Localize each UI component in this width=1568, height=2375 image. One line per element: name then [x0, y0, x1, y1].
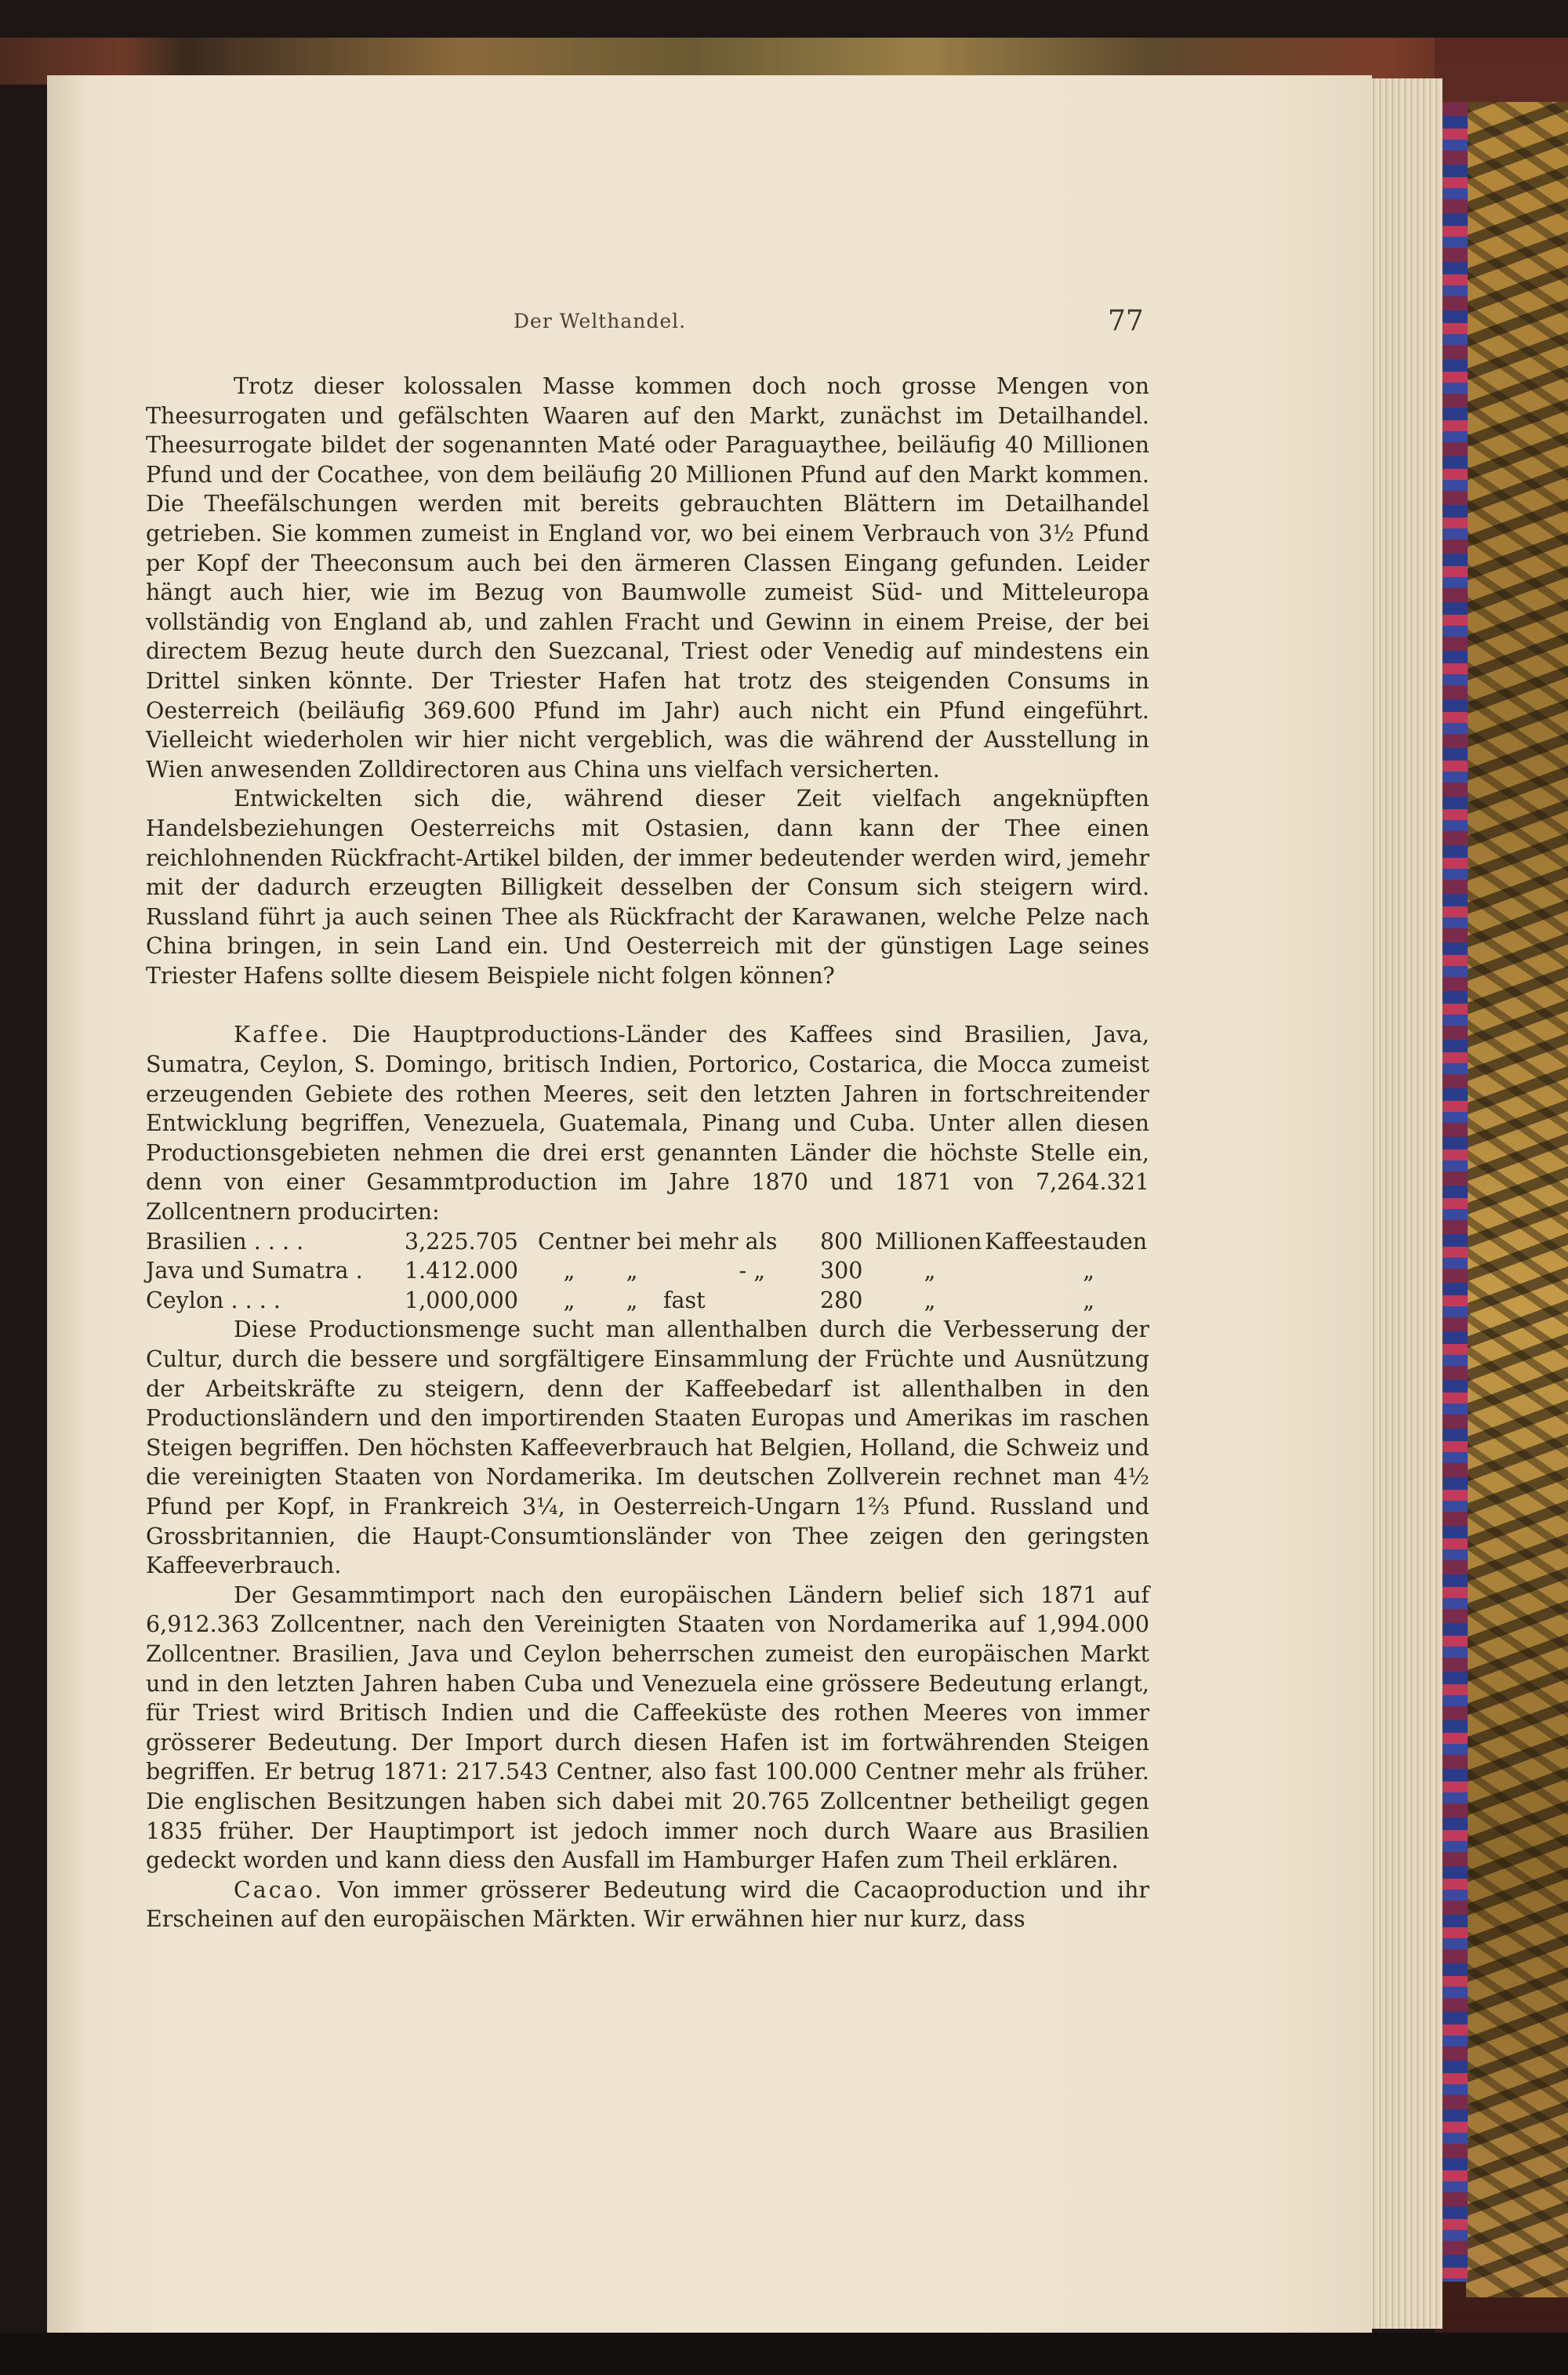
bottom-shadow — [0, 2333, 1568, 2375]
unit-cell: Millionen — [875, 1228, 982, 1255]
paragraph-kaffee — [146, 1020, 1149, 1226]
cacao-text: Von immer grösserer Bedeutung wird die Cacaoproduction und ihr Erscheinen auf den europäischen Märkten. Wir erwähnen hier nur kurz, dass — [146, 1876, 1149, 1933]
ditto-row — [538, 1256, 820, 1286]
country-cell: Ceylon . . . . — [146, 1287, 281, 1313]
ditto-mark: - „ — [739, 1258, 765, 1284]
ditto-mark: „ — [924, 1258, 936, 1284]
amount-cell: 3,225.705 — [405, 1228, 519, 1255]
amount-cell: 1.412.000 — [405, 1258, 519, 1284]
unit-cell: Centner bei mehr als — [538, 1228, 778, 1255]
table-row — [146, 1286, 1149, 1316]
ditto-row — [538, 1286, 820, 1316]
page-number: 77 — [1108, 305, 1144, 337]
production-table — [146, 1227, 1149, 1316]
table-row — [146, 1256, 1149, 1286]
unit-cell: Kaffeestauden — [985, 1228, 1148, 1255]
paragraph-tee-surrogates: Trotz dieser kolossalen Masse kommen doch noch grosse Mengen von Theesurrogaten und gefälschten Waaren auf den Markt, zunächst im Detailhandel. Theesurrogate bildet der sogenannten Maté oder Paraguaythee, beiläufig 40 Millionen Pfund und der Cocathee, von dem beiläufig 20 Millionen Pfund auf den Markt kommen. Die Theefälschungen werden mit bereits gebrauchten Blättern im Detailhandel getrieben. Sie kommen zumeist in England vor, wo bei einem Verbrauch von 3½ Pfund per Kopf der Theeconsum auch bei den ärmeren Classen Eingang gefunden. Leider hängt auch hier, wie im Bezug von Baumwolle zumeist Süd- und Mitteleuropa vollständig von England ab, und zahlen Fracht und Gewinn in einem Preise, der bei directem Bezug heute durch den Suezcanal, Triest oder Venedig auf mindestens ein Drittel sinken könnte. Der Triester Hafen hat trotz des steigenden Consums in Oesterreich (beiläufig 369.600 Pfund im Jahr) auch nicht ein Pfund eingeführt. Vielleicht wiederholen wir hier nicht vergeblich, was die während der Ausstellung in Wien anwesenden Zolldirectoren aus China uns vielfach versicherten. — [146, 373, 1149, 783]
marbled-page-edge — [1441, 102, 1468, 2282]
kaffee-text: Die Hauptproductions-Länder des Kaffees sind Brasilien, Java, Sumatra, Ceylon, S. Domingo, britisch Indien, Portorico, Costarica, die Mocca zumeist erzeugenden Gebiete des rothen Meeres, seit den letzten Jahren in fortschreitender Entwicklung begriffen, Venezuela, Guatemala, Pinang und Cuba. Unter allen diesen Productionsgebieten nehmen die drei erst genannten Länder die höchste Stelle ein, denn von einer Gesammtproduction im Jahre 1870 und 1871 von 7,264.321 Zollcentnern producirten: — [146, 1022, 1149, 1226]
amount-cell: 1,000,000 — [405, 1287, 519, 1313]
table-row — [146, 1227, 1149, 1257]
ditto-mark: „ — [626, 1287, 638, 1313]
ditto-mark: „ — [1083, 1258, 1094, 1284]
body-text — [146, 372, 1149, 1934]
country-cell: Brasilien . . . . — [146, 1228, 304, 1255]
paragraph-kaffee-import: Der Gesammtimport nach den europäischen Ländern belief sich 1871 auf 6,912.363 Zollcentner, nach den Vereinigten Staaten von Nordamerika auf 1,994.000 Zollcentner. Brasilien, Java und Ceylon beherrschen zumeist den europäischen Markt und in den letzten Jahren haben Cuba und Venezuela eine grössere Bedeutung erlangt, für Triest wird Britisch Indien und die Caffeeküste des rothen Meeres von immer grösserer Bedeutung. Der Import durch diesen Hafen ist im fortwährenden Steigen begriffen. Er betrug 1871: 217.543 Centner, also fast 100.000 Centner mehr als früher. Die englischen Besitzungen haben sich dabei mit 20.765 Zollcentner betheiligt gegen 1835 früher. Der Hauptimport ist jedoch immer noch durch Waare aus Brasilien gedeckt worden und kann diess den Ausfall im Hamburger Hafen zum Theil erklären. — [146, 1582, 1149, 1874]
section-heading-kaffee: Kaffee. — [234, 1022, 331, 1048]
marbled-endpaper — [1466, 102, 1568, 2297]
ditto-mark: „ — [1083, 1287, 1094, 1313]
ditto-mark: „ — [563, 1287, 575, 1313]
page-leaves-edge — [1364, 78, 1443, 2329]
fast-word: fast — [663, 1287, 706, 1313]
count-cell: 300 — [820, 1258, 863, 1284]
ditto-mark: „ — [626, 1258, 638, 1284]
ditto-mark: „ — [924, 1287, 936, 1313]
count-cell: 280 — [820, 1287, 863, 1313]
paragraph-cacao — [146, 1876, 1149, 1934]
country-cell: Java und Sumatra . — [146, 1258, 363, 1284]
ditto-mark: „ — [563, 1258, 575, 1284]
running-head — [0, 305, 1568, 341]
section-heading-cacao: Cacao. — [234, 1876, 325, 1903]
paragraph-kaffee-production: Diese Productionsmenge sucht man allenthalben durch die Verbesserung der Cultur, durch die bessere und sorgfältigere Einsammlung der Früchte und Ausnützung der Arbeitskräfte zu steigern, denn der Kaffeebedarf ist allenthalben in den Productionsländern und den importirenden Staaten Europas und Amerikas im raschen Steigen begriffen. Den höchsten Kaffeeverbrauch hat Belgien, Holland, die Schweiz und die vereinigten Staaten von Nordamerika. Im deutschen Zollverein rechnet man 4½ Pfund per Kopf, in Frankreich 3¼, in Oesterreich-Ungarn 1⅔ Pfund. Russland und Grossbritannien, die Haupt-Consumtionsländer von Thee zeigen den geringsten Kaffeeverbrauch. — [146, 1316, 1149, 1579]
running-title: Der Welthandel. — [514, 310, 687, 332]
count-cell: 800 — [820, 1228, 863, 1255]
paragraph-tee-trade: Entwickelten sich die, während dieser Zeit vielfach angeknüpften Handelsbeziehungen Oesterreichs mit Ostasien, dann kann der Thee einen reichlohnenden Rückfracht-Artikel bilden, der immer bedeutender werden wird, jemehr mit der dadurch erzeugten Billigkeit desselben der Consum sich steigern wird. Russland führt ja auch seinen Thee als Rückfracht der Karawanen, welche Pelze nach China bringen, in sein Land ein. Und Oesterreich mit der günstigen Lage seines Triester Hafens sollte diesem Beispiele nicht folgen können? — [146, 786, 1149, 989]
